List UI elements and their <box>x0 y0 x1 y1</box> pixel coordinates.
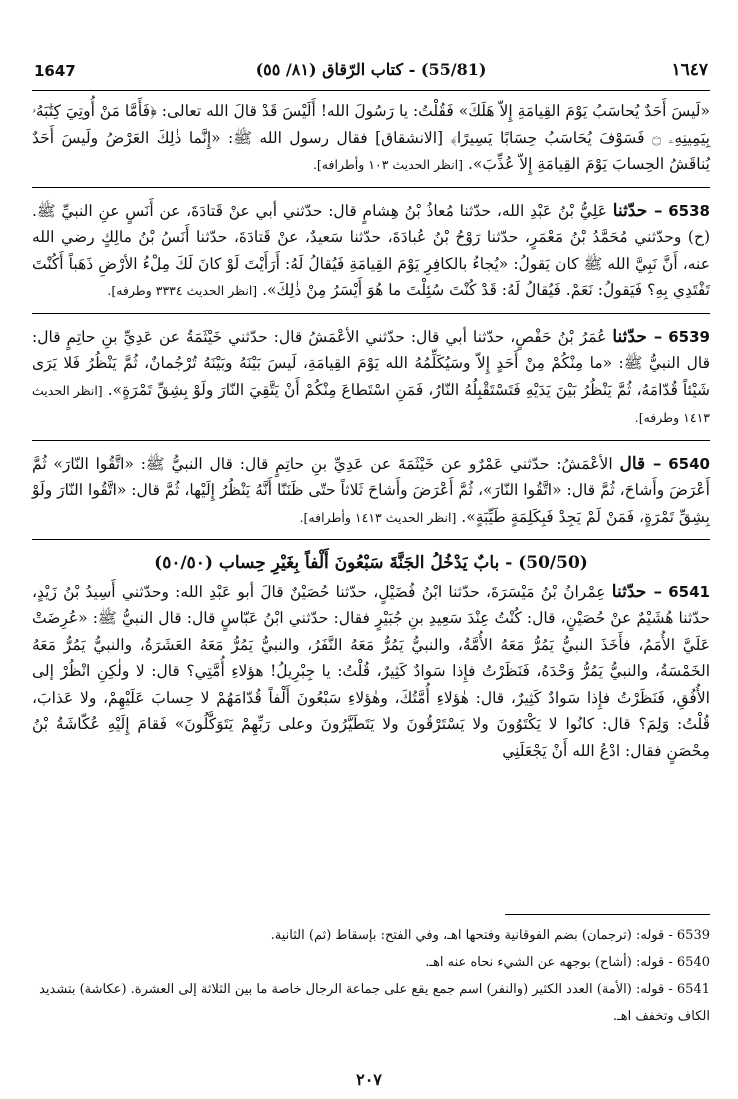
section-divider <box>32 539 710 540</box>
cross-reference: [انظر الحديث ١٤١٣ وطرفه]. <box>32 382 710 425</box>
hadith-number: 6539 <box>668 327 710 346</box>
hadith-6539 <box>32 324 710 432</box>
paragraph-text: الأعْمَشُ: حدّثني عَمْرٌو عن خَيْثَمَةَ عن عَدِيِّ بنِ حاتِمٍ قال: قال النبيُّ ﷺ: «اتَّقُوا النّارَ» ثُمَّ أَعْرَضَ وأَشاحَ، ثُمَّ قال: «اتَّقُوا النّارَ»، ثُمَّ أَعْرَضَ وأَشاحَ ثَلاثاً حتّى ظَنَنّا أَنَّهُ يَنْظُرُ إِلَيْها، ثُمَّ قال: «اتَّقُوا النّارَ ولَوْ بِشِقِّ تَمْرَةٍ، فَمَنْ لَمْ يَجِدْ فَبِكَلِمَةٍ طَيِّبَةٍ». <box>32 454 710 526</box>
footnote: 6540 - قوله: (أشاح) بوجهه عن الشيء نحاه عنه اهـ. <box>425 955 710 970</box>
hadith-number: 6538 <box>668 201 710 220</box>
hadith-opening: – حدّثنا <box>611 581 663 602</box>
cross-reference: [انظر الحديث ١٠٣ وأطرافه]. <box>312 157 464 172</box>
hadith-6540 <box>32 451 710 532</box>
chapter-heading: (50/50) - بابٌ يَدْخُلُ الجَنَّةَ سَبْعُونَ أَلْفاً بِغَيْرِ حِساب (٥٠/٥٠) <box>154 553 588 573</box>
hadith-opening: – قال <box>619 453 662 474</box>
footnote-rule <box>505 914 710 915</box>
running-header <box>34 60 708 86</box>
paragraph-text: عُمَرُ بْنُ حَفْصٍ، حدّثنا أبي قال: حدّثني الأعْمَشُ قال: حدّثني خَيْثَمَةُ عن عَدِيِّ بنِ حاتِمٍ قال: قال النبيُّ ﷺ: «ما مِنْكُمْ مِنْ أَحَدٍ إِلاّ وسَيُكَلِّمُهُ الله يَوْمَ القِيامَةِ، لَيسَ بَيْنَهُ وبَيْنَهُ تُرْجُمانٌ، ثُمَّ يَنْظُرُ فَلا يَرَى شَيْئاً قُدّامَهُ، ثُمَّ يَنْظُرُ بَيْنَ يَدَيْهِ فَتَسْتَقْبِلُهُ النّارُ، فَمَنِ اسْتَطاعَ مِنْكُمْ أَنْ يَتَّقِيَ النّارَ ولَوْ بِشِقِّ تَمْرَةٍ». <box>32 327 710 399</box>
paragraph-text: «لَيسَ أَحَدٌ يُحاسَبُ يَوْمَ القِيامَةِ إِلاّ هَلَكَ» فَقُلْتُ: يا رَسُولَ الله! أَلَيْسَ قَدْ قالَ الله تعالى: ﴿فَأَمَّا مَنْ أُوتِيَ كِتَٰبَهُۥ بِيَمِينِهِۦ ۝ فَسَوْفَ يُحَاسَبُ حِسَابًا يَسِيرًا﴾ [الانشقاق] فقال رسول الله ﷺ: «إِنَّما ذٰلِكَ العَرْضُ ولَيسَ أَحَدٌ يُناقَشُ الحِسابَ يَوْمَ القِيامَةِ إِلاّ عُذِّبَ». <box>32 102 710 173</box>
hadith-number: 6540 <box>668 454 710 473</box>
section-divider <box>32 313 710 314</box>
hadith-6541 <box>32 579 710 765</box>
page-number-arabic: ١٦٤٧ <box>671 60 708 80</box>
cross-reference: [انظر الحديث ٣٣٣٤ وطرفه]. <box>107 283 258 298</box>
paragraph-text: عَلِيُّ بْنُ عَبْدِ الله، حدّثنا مُعاذُ بْنُ هِشامٍ قال: حدّثني أبي عنْ قَتادَةَ، عن أَنَسٍ عنِ النبيِّ ﷺ. (ح) وحدّثني مُحَمَّدُ بْنُ مَعْمَرٍ، حدّثنا رَوْحُ بْنُ عُبادَةَ، حدّثنا سَعيدٌ، عنْ قَتادَةَ، حدّثنا أَنَسُ بْنُ مالِكٍ رضي الله عنه، أَنَّ نَبِيَّ الله ﷺ كان يَقولُ: «يُجاءُ بالكافِرِ يَوْمَ القِيامَةِ فَيُقالُ لَهُ: أَرَأَيْتَ لَوْ كانَ لَكَ مِلْءُ الأرْضِ ذَهَباً أَكُنْتَ تَفْتَدِي بِهِ؟ فَيَقولُ: نَعَمْ. فَيُقالُ لَهُ: قَدْ كُنْتَ سُئِلْتَ ما هُوَ أَيْسَرُ مِنْ ذٰلِكَ». <box>32 201 710 299</box>
hadith-opening: – حدّثنا <box>612 326 663 347</box>
paragraph-text: عِمْرانُ بْنُ مَيْسَرَةَ، حدّثنا ابْنُ فُضَيْلٍ، حدّثنا حُصَيْنٌ قالَ أبو عَبْدِ الله: وحدّثني أَسِيدُ بْنُ زَيْدٍ، حدّثنا هُشَيْمٌ عنْ حُصَيْنٍ، قال: كُنْتُ عِنْدَ سَعِيدِ بنِ جُبَيْرٍ فقال: حدّثني ابْنُ عَبّاسٍ قال: قال النبيُّ ﷺ: «عُرِضَتْ عَلَيَّ الأُمَمُ، فأَخَذَ النبيُّ يَمُرُّ مَعَهُ الأُمَّةُ، والنبيُّ يَمُرُّ مَعَهُ النَّفَرُ، والنبيُّ يَمُرُّ مَعَهُ العَشَرَةُ، والنبيُّ يَمُرُّ مَعَهُ الخَمْسَةُ، والنبيُّ يَمُرُّ وَحْدَهُ، فَنَظَرْتُ فإِذا سَوادٌ كَثِيرٌ، قُلْتُ: يا جِبْرِيلُ! هؤلاءِ أُمَّتِي؟ قال: لا ولٰكِنِ انْظُرْ إلى الأُفُقِ، فَنَظَرْتُ فإِذا سَوادٌ كَثِيرٌ، قال: هٰؤلاءِ أُمَّتُكَ، وهٰؤلاءِ سَبْعُونَ أَلْفاً قُدّامَهُمْ لا حِسابَ عَلَيْهِمْ، ولا عَذابَ، قُلْتُ: وَلِمَ؟ قال: كانُوا لا يَكْتَوُونَ ولا يَسْتَرْقُونَ ولا يَتَطَيَّرُونَ وعلى رَبِّهِمْ يَتَوَكَّلُونَ» فَقامَ إِلَيْهِ عُكّاشَةُ بْنُ مِحْصَنٍ فقال: ادْعُ الله أَنْ يَجْعَلَنِي <box>32 582 710 760</box>
main-text <box>32 98 710 764</box>
footnote: 6539 - قوله: (ترجمان) بضم الفوقانية وفتحها اهـ، وفي الفتح: بإسقاط (ثم) الثانية. <box>270 928 710 943</box>
section-divider <box>32 440 710 441</box>
paragraph-continuation <box>32 98 710 179</box>
hadith-6538 <box>32 198 710 305</box>
hadith-number: 6541 <box>668 582 710 601</box>
header-rule <box>32 90 710 91</box>
page-number-latin: 1647 <box>34 62 76 80</box>
page-number-bottom: ٢٠٧ <box>356 1070 382 1089</box>
running-title: (55/81) - كتاب الرّقاق (٨١/ ٥٥) <box>255 60 487 79</box>
section-divider <box>32 187 710 188</box>
hadith-opening: – حدّثنا <box>612 200 663 221</box>
cross-reference: [انظر الحديث ١٤١٣ وأطرافه]. <box>299 509 457 525</box>
footnote: 6541 - قوله: (الأمة) العدد الكثير (والنفر) اسم جمع يقع على جماعة الرجال خاصة ما بين الثلاثة إلى العشرة. (عكاشة) بتشديد الكاف وتخفف اهـ. <box>39 982 710 1024</box>
footnotes <box>32 922 710 1030</box>
